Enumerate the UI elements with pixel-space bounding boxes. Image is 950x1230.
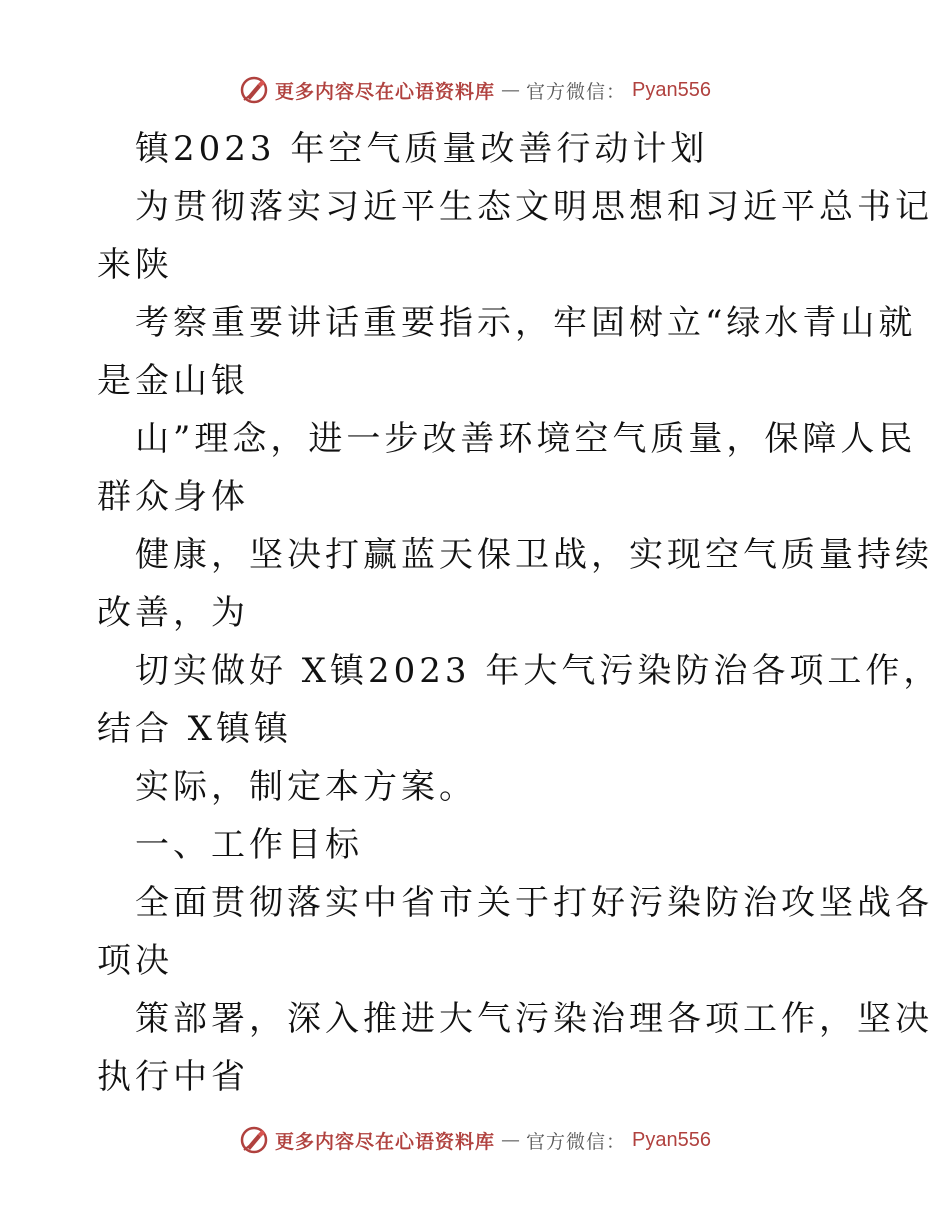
paragraph-line: 结合 X镇镇 — [97, 709, 293, 749]
footer-banner — [0, 1122, 950, 1158]
banner-wechat-label: 官方微信： — [526, 80, 627, 103]
paragraph-line: 改善，为 — [97, 593, 249, 633]
banner-dash: — — [501, 79, 521, 101]
banner-dash: — — [501, 1129, 521, 1151]
paragraph-line: 考察重要讲话重要指示，牢固树立“绿水青山就 — [135, 303, 917, 343]
paragraph-line: 是金山银 — [97, 361, 249, 401]
document-body — [97, 120, 942, 1106]
pen-nib-logo-icon — [239, 75, 269, 105]
paragraph-line: 策部署，深入推进大气污染治理各项工作，坚决 — [135, 999, 933, 1039]
banner-wechat-id: Pyan556 — [632, 78, 711, 101]
banner-wechat-id: Pyan556 — [632, 1128, 711, 1151]
header-banner — [0, 72, 950, 108]
document-title: 镇2023 年空气质量改善行动计划 — [135, 129, 709, 169]
paragraph-line: 山”理念，进一步改善环境空气质量，保障人民 — [135, 419, 917, 459]
banner-wechat-label: 官方微信： — [526, 1130, 627, 1153]
banner-site-name: 更多内容尽在心语资料库 — [275, 80, 496, 103]
paragraph-line: 全面贯彻落实中省市关于打好污染防治攻坚战各 — [135, 883, 933, 923]
paragraph-line: 切实做好 X镇2023 年大气污染防治各项工作， — [135, 651, 942, 691]
paragraph-line: 健康，坚决打赢蓝天保卫战，实现空气质量持续 — [135, 535, 933, 575]
paragraph-line: 为贯彻落实习近平生态文明思想和习近平总书记 — [135, 187, 933, 227]
paragraph-line: 执行中省 — [97, 1057, 249, 1097]
paragraph-line: 群众身体 — [97, 477, 249, 517]
paragraph-line: 实际，制定本方案。 — [135, 767, 477, 807]
paragraph-line: 项决 — [97, 941, 173, 981]
pen-nib-logo-icon — [239, 1125, 269, 1155]
banner-site-name: 更多内容尽在心语资料库 — [275, 1130, 496, 1153]
paragraph-line: 来陕 — [97, 245, 173, 285]
section-heading: 一、工作目标 — [135, 825, 363, 865]
